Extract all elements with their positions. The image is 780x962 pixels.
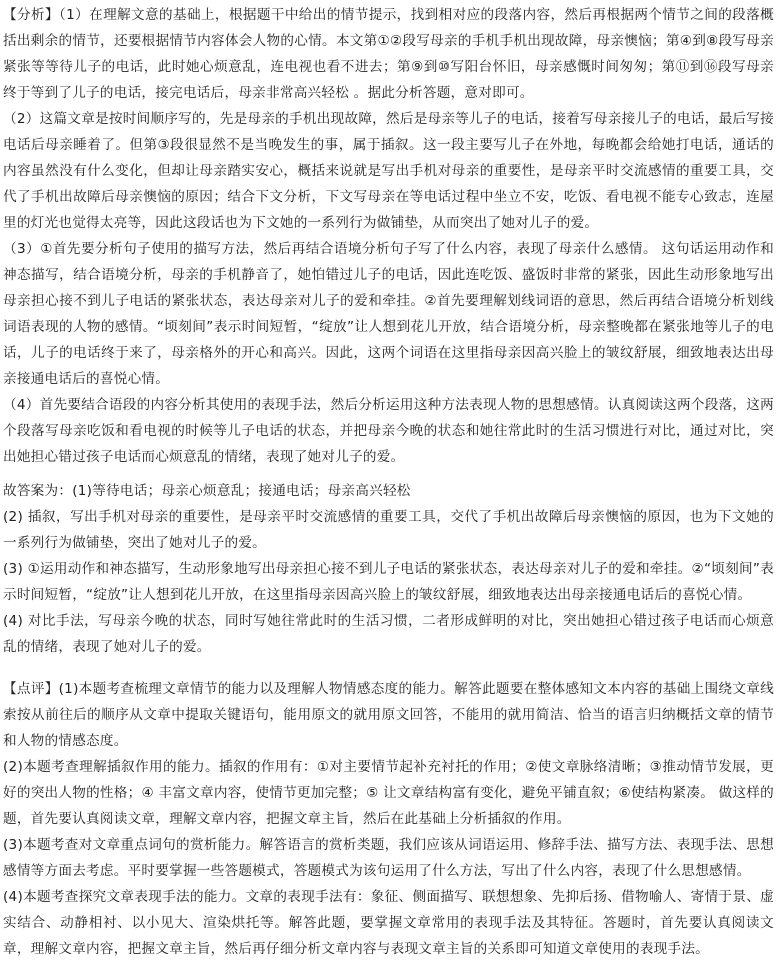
comment-paragraph-3: (3)本题考查对文章重点词句的赏析能力。解答语言的赏析类题，我们应该从词语运用、修辞手法、描写方法、表现手法、思想感情等方面去考虑。平时要掌握一些答题模式，答题模式为该句运用了什么方法，写出了什么内容，表现了什么思想感情。 <box>3 837 774 879</box>
answer-line-2: (2) 插叙，写出手机对母亲的重要性，是母亲平时交流感情的重要工具，交代了手机出故障后母亲懊恼的原因，也为下文她的一系列行为做铺垫，突出了她对儿子的爱。 <box>3 509 774 551</box>
comment-paragraph-1: 【点评】(1)本题考查梳理文章情节的能力以及理解人物情感态度的能力。解答此题要在整体感知文本内容的基础上围绕文章线索按从前往后的顺序从文章中提取关键语句，能用原文的就用原文回答，不能用的就用简洁、恰当的语言归纳概括文章的情节和人物的情感态度。 <box>3 681 774 749</box>
answer-line-1: 故答案为：(1)等待电话；母亲心烦意乱；接通电话；母亲高兴轻松 <box>3 483 411 499</box>
analysis-paragraph-3: （3）①首先要分析句子使用的描写方法，然后再结合语境分析句子写了什么内容，表现了母亲什么感情。 这句话运用动作和神态描写，结合语境分析，母亲的手机静音了，她怕错过儿子的电话，因此连吃饭、盛饭时非常的紧张，因此生动形象地写出母亲担心接不到儿子电话的紧张状态，表达母亲对儿子的爱和牵挂。②首先要理解划线词语的意思，然后再结合语境分析划线词语表现的人物的感情。“顷刻间”表示时间短暂，“绽放”让人想到花儿开放，结合语境分析，母亲整晚都在紧张地等儿子的电话，儿子的电话终于来了，母亲格外的开心和高兴。因此，这两个词语在这里指母亲因高兴脸上的皱纹舒展，细致地表达出母亲接通电话后的喜悦心情。 <box>3 241 774 387</box>
answer-line-4: (4) 对比手法，写母亲今晚的状态，同时写她往常此时的生活习惯，二者形成鲜明的对比，突出她担心错过孩子电话而心烦意乱的情绪，表现了她对儿子的爱。 <box>3 613 774 655</box>
analysis-paragraph-1: 【分析】（1）在理解文意的基础上，根据题干中给出的情节提示，找到相对应的段落内容，然后再根据两个情节之间的段落概括出剩余的情节，还要根据情节内容体会人物的心情。本文第①②段写母亲的手机手机出现故障，母亲懊恼；第④到⑧段写母亲紧张等等待儿子的电话，此时她心烦意乱，连电视也看不进去；第⑨到⑩写阳台怀旧，母亲感慨时间匆匆；第⑪到⑯段写母亲终于等到了儿子的电话，接完电话后，母亲非常高兴轻松 。据此分析答题，意对即可。 <box>3 7 774 101</box>
comment-section <box>3 676 774 962</box>
spacer <box>3 660 774 676</box>
analysis-paragraph-4: （4）首先要结合语段的内容分析其使用的表现手法，然后分析运用这种方法表现人物的思想感情。认真阅读这两个段落，这两个段落写母亲吃饭和看电视的时候等儿子电话的状态，并把母亲今晚的状态和她往常此时的生活习惯进行对比，通过对比，突出她担心错过孩子电话而心烦意乱的情绪，表现了她对儿子的爱。 <box>3 397 774 465</box>
comment-paragraph-4: (4)本题考查探究文章表现手法的能力。文章的表现手法有：象征、侧面描写、联想想象、先抑后扬、借物喻人、寄情于景、虚实结合、动静相衬、以小见大、渲染烘托等。解答此题，要掌握文章常用的表现手法及其特征。答题时，首先要认真阅读文章，理解文章内容，把握文章主旨，然后再仔细分析文章内容与表现文章主旨的关系即可知道文章使用的表现手法。 <box>3 889 774 957</box>
analysis-section <box>3 2 774 470</box>
answer-line-3: (3) ①运用动作和神态描写，生动形象地写出母亲担心接不到儿子电话的紧张状态，表达母亲对儿子的爱和牵挂。②“顷刻间”表示时间短暂，“绽放”让人想到花儿开放，在这里指母亲因高兴脸上的皱纹舒展，细致地表达出母亲接通电话后的喜悦心情。 <box>3 561 774 603</box>
analysis-paragraph-2: （2）这篇文章是按时间顺序写的，先是母亲的手机出现故障，然后是母亲等儿子的电话，接着写母亲接儿子的电话，最后写接电话后母亲睡着了。但第③段很显然不是当晚发生的事，属于插叙。这一段主要写儿子在外地，每晚都会给她打电话，通话的内容虽然没有什么变化，但却让母亲踏实安心，概括来说就是写出手机对母亲的重要性，是母亲平时交流感情的重要工具，交代了手机出故障后母亲懊恼的原因；结合下文分析，下文写母亲在等电话过程中坐立不安，吃饭、看电视不能专心致志，连屋里的灯光也觉得太亮等，因此这段话也为下文她的一系列行为做铺垫，从而突出了她对儿子的爱。 <box>3 111 774 231</box>
comment-paragraph-2: (2)本题考查理解插叙作用的能力。插叙的作用有：①对主要情节起补充衬托的作用；②使文章脉络清晰；③推动情节发展，更好的突出人物的性格；④ 丰富文章内容，使情节更加完整；⑤ 让文章结构富有变化，避免平铺直叙；⑥使结构紧凑。 做这样的题，首先要认真阅读文章，理解文章内容，把握文章主旨，然后在此基础上分析插叙的作用。 <box>3 759 774 827</box>
spacer <box>3 470 774 478</box>
answer-section <box>3 478 774 660</box>
